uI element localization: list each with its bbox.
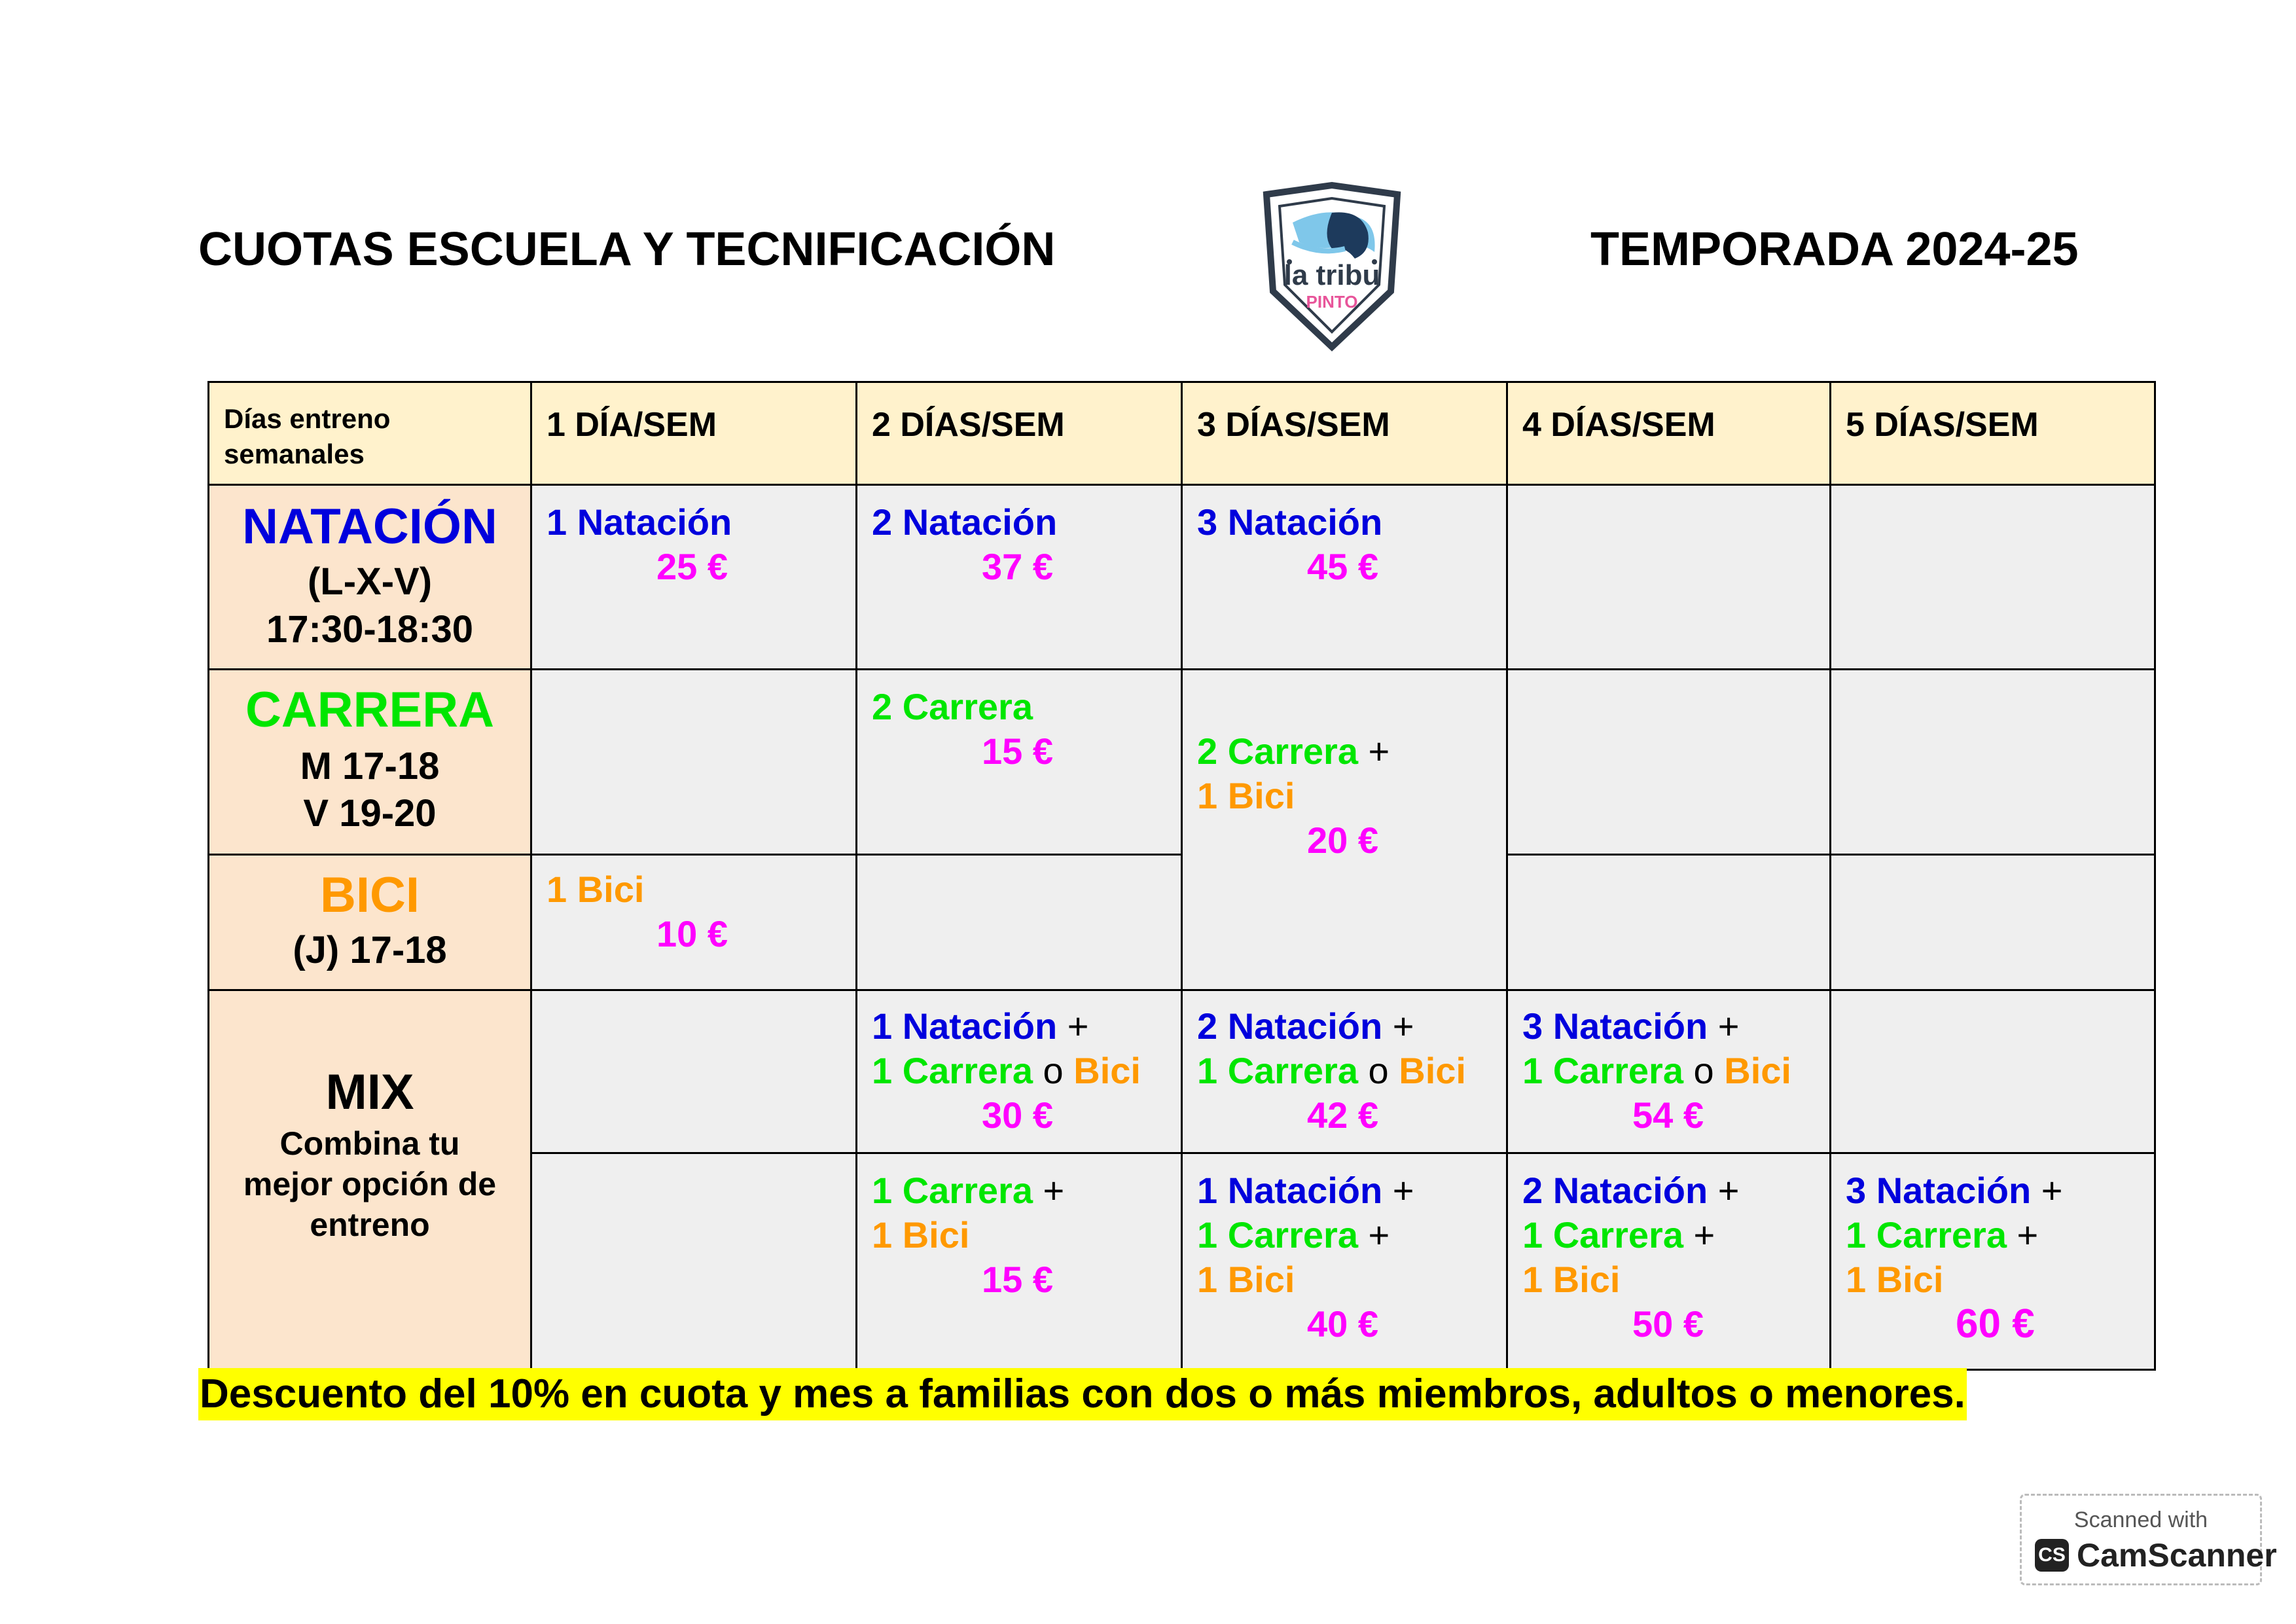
cell-natacion-5 [1829,484,2156,670]
price-text: 60 € [1956,1301,2035,1346]
row-name: CARRERA [245,682,494,738]
logo-text: la tribu [1283,259,1380,291]
activity-text: 1 Natación [1197,1170,1383,1211]
activity-text-2: 1 Bici [1197,775,1295,816]
col-header-5 [1829,381,2156,486]
price-text: 20 € [1307,820,1378,861]
cell-mix-b-5 [1829,1152,2156,1371]
header-corner [207,381,532,486]
camscanner-badge [2020,1494,2277,1585]
row-name: BICI [320,867,420,923]
activity-text: 2 Carrera [872,686,1033,727]
activity-text: 1 Bici [547,869,645,910]
cell-bici-2 [855,854,1183,991]
row-label-mix [207,989,532,1371]
activity-text-2: 1 Carrera [872,1050,1033,1091]
row-label-bici [207,854,532,991]
row-label-natacion [207,484,532,670]
plus-sign-2: + [2017,1214,2039,1255]
activity-text-2: 1 Carrera [1522,1050,1683,1091]
activity-text-3: Bici [1724,1050,1791,1091]
camscanner-icon: CS [2035,1539,2069,1572]
activity-text-3: 1 Bici [1846,1259,1944,1300]
or-text: o [1043,1050,1064,1091]
season-title: TEMPORADA 2024-25 [1590,223,2079,276]
camscanner-name: CamScanner [2077,1537,2277,1574]
cell-natacion-2 [855,484,1183,670]
logo-subtext: PINTO [1306,292,1358,312]
cell-mix-b-4 [1506,1152,1831,1371]
row-desc-3: entreno [310,1206,430,1243]
activity-text-3: Bici [1073,1050,1141,1091]
corner-line-2: semanales [224,439,365,469]
row-desc-2: mejor opción de [243,1166,497,1202]
plus-sign: + [1067,1005,1089,1047]
activity-text-3: 1 Bici [1197,1259,1295,1300]
cell-bici-5 [1829,854,2156,991]
page-title: CUOTAS ESCUELA Y TECNIFICACIÓN [198,223,1056,276]
cell-bici-4 [1506,854,1831,991]
plus-sign: + [1717,1170,1740,1211]
price-text: 25 € [656,546,728,587]
col-header-label: 4 DÍAS/SEM [1522,406,1715,444]
corner-line-1: Días entreno [224,403,391,434]
activity-text-2: 1 Bici [872,1214,970,1255]
activity-text: 2 Natación [1197,1005,1383,1047]
cell-mix-b-3 [1181,1152,1508,1371]
price-text: 45 € [1307,546,1378,587]
row-time: (J) 17-18 [293,929,447,971]
cell-mix-a-2 [855,989,1183,1154]
col-header-label: 3 DÍAS/SEM [1197,406,1390,444]
price-text: 15 € [982,1259,1053,1300]
cell-carrera-4 [1506,668,1831,856]
cell-mix-a-5 [1829,989,2156,1154]
cell-mix-a-1 [530,989,857,1154]
activity-text: 3 Natación [1197,501,1383,543]
price-text: 54 € [1632,1094,1704,1136]
or-text: o [1693,1050,1714,1091]
activity-text: 2 Carrera [1197,731,1358,772]
plus-sign: + [1392,1005,1414,1047]
cell-carrera-2 [855,668,1183,856]
col-header-4 [1506,381,1831,486]
activity-text: 1 Carrera [872,1170,1033,1211]
col-header-label: 1 DÍA/SEM [547,406,717,444]
cell-natacion-3 [1181,484,1508,670]
row-label-carrera [207,668,532,856]
price-text: 40 € [1307,1303,1378,1344]
activity-text-2: 1 Carrera [1846,1214,2007,1255]
activity-text: 3 Natación [1522,1005,1708,1047]
price-text: 37 € [982,546,1053,587]
discount-note: Descuento del 10% en cuota y mes a familias con dos o más miembros, adultos o menores. [198,1368,1967,1420]
price-text: 15 € [982,731,1053,772]
plus-sign: + [1043,1170,1065,1211]
price-text: 42 € [1307,1094,1378,1136]
cell-natacion-1 [530,484,857,670]
activity-text: 1 Natación [547,501,732,543]
cell-mix-b-2 [855,1152,1183,1371]
activity-text-3: 1 Bici [1522,1259,1621,1300]
activity-text: 3 Natación [1846,1170,2032,1211]
cell-mix-b-1 [530,1152,857,1371]
camscanner-caption: Scanned with [2073,1507,2208,1532]
cell-carrera-5 [1829,668,2156,856]
activity-text-2: 1 Carrera [1197,1214,1358,1255]
activity-text: 2 Natación [1522,1170,1708,1211]
col-header-label: 2 DÍAS/SEM [872,406,1065,444]
cell-natacion-4 [1506,484,1831,670]
activity-text-2: 1 Carrera [1522,1214,1683,1255]
row-time-2: V 19-20 [303,792,437,835]
price-text: 10 € [656,913,728,954]
price-text: 50 € [1632,1303,1704,1344]
plus-sign: + [1368,731,1390,772]
cell-carrera-1 [530,668,857,856]
activity-text-3: Bici [1399,1050,1466,1091]
col-header-label: 5 DÍAS/SEM [1846,406,2039,444]
price-text: 30 € [982,1094,1053,1136]
plus-sign: + [1392,1170,1414,1211]
col-header-3 [1181,381,1508,486]
club-logo [1253,180,1410,363]
fees-table [207,381,2156,1371]
cell-carrera-bici-3 [1181,668,1508,991]
activity-text: 1 Natación [872,1005,1058,1047]
cell-bici-1 [530,854,857,991]
or-text: o [1368,1050,1389,1091]
col-header-2 [855,381,1183,486]
col-header-1 [530,381,857,486]
plus-sign-2: + [1368,1214,1390,1255]
row-name: MIX [325,1064,414,1120]
plus-sign: + [1717,1005,1740,1047]
activity-text: 2 Natación [872,501,1058,543]
row-desc-1: Combina tu [279,1125,460,1162]
cell-mix-a-4 [1506,989,1831,1154]
activity-text-2: 1 Carrera [1197,1050,1358,1091]
plus-sign: + [2041,1170,2063,1211]
row-days: (L-X-V) [307,560,433,603]
row-time-1: M 17-18 [300,745,440,787]
plus-sign-2: + [1693,1214,1715,1255]
cell-mix-a-3 [1181,989,1508,1154]
row-time: 17:30-18:30 [266,608,473,651]
row-name: NATACIÓN [242,499,497,554]
